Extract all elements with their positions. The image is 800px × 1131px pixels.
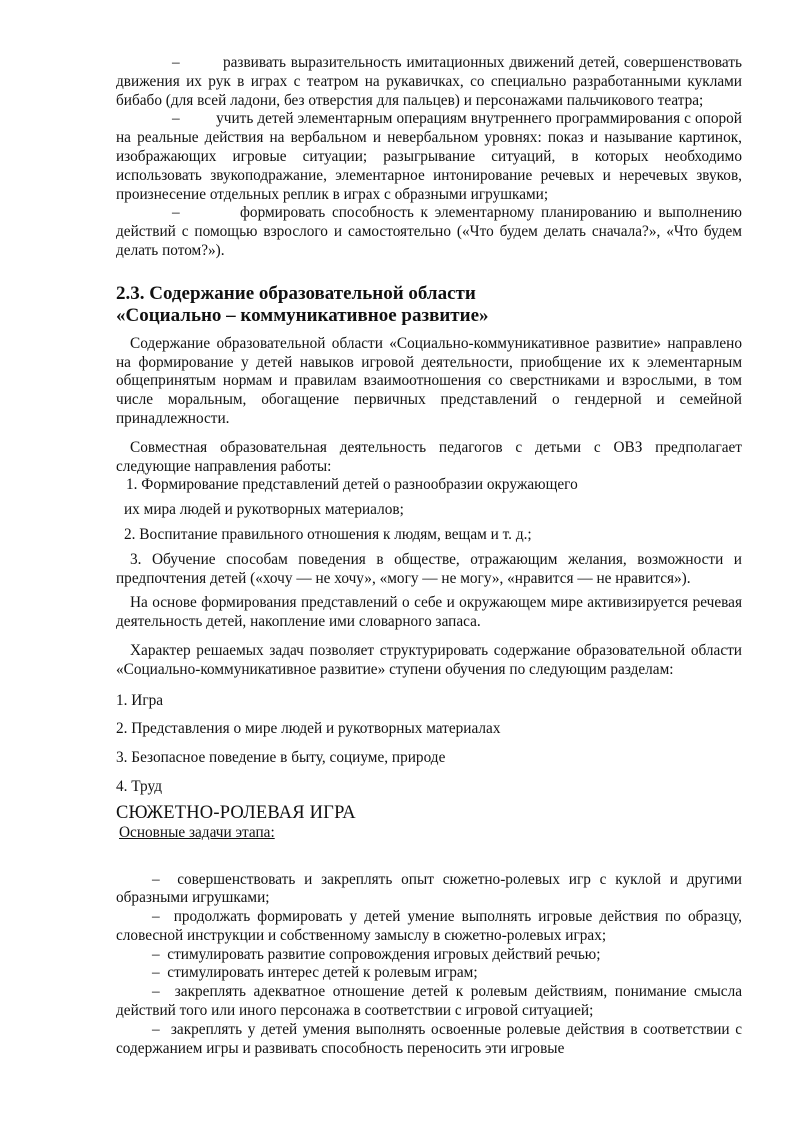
- section-paragraph: Характер решаемых задач позволяет структурировать содержание образовательной области «Социально-коммуникативное развитие» ступени обучения по следующим разделам:: [116, 641, 742, 678]
- section-list-item: 2. Представления о мире людей и рукотворных материалах: [116, 720, 501, 738]
- section-title-line2: «Социально – коммуникативное развитие»: [116, 304, 489, 326]
- roleplay-task: – стимулировать развитие сопровождения игровых действий речью;: [152, 945, 601, 963]
- roleplay-task: – стимулировать интерес детей к ролевым играм;: [152, 964, 478, 982]
- section-list-item: 4. Труд: [116, 777, 162, 795]
- section-list-item: 3. Безопасное поведение в быту, социуме, природе: [116, 749, 446, 767]
- roleplay-subheading: Основные задачи этапа:: [119, 823, 275, 841]
- section-title-line1: 2.3. Содержание образовательной области: [116, 282, 476, 304]
- direction-item: 2. Воспитание правильного отношения к людям, вещам и т. д.;: [124, 525, 532, 543]
- section-paragraph: Содержание образовательной области «Социально-коммуникативное развитие» направлено на формирование у детей навыков игровой деятельности, приобщение их к элементарным общепринятым нормам и правилам взаимоотношения со сверстниками и взрослыми, в том числе моральным, обогащение первичных представлений о гендерной и семейной принадлежности.: [116, 334, 742, 427]
- roleplay-task: – закреплять адекватное отношение детей к ролевым действиям, понимание смысла действий того или иного персонажа в соответствии с игровой ситуацией;: [116, 983, 742, 1020]
- intro-item: – формировать способность к элементарному планированию и выполнению действий с помощью взрослого и самостоятельно («Что будем делать сначала?», «Что будем делать потом?»).: [116, 204, 742, 259]
- section-paragraph: Совместная образовательная деятельность педагогов с детьми с ОВЗ предполагает следующие направления работы:: [116, 438, 742, 475]
- direction-item: 1. Формирование представлений детей о разнообразии окружающего: [126, 476, 578, 494]
- direction-item: 3. Обучение способам поведения в обществе, отражающим желания, возможности и предпочтения детей («хочу — не хочу», «могу — не могу», «нравится — не нравится»).: [116, 550, 742, 587]
- roleplay-task-list: [116, 871, 742, 1059]
- roleplay-task: – продолжать формировать у детей умение выполнять игровые действия по образцу, словесной инструкции и собственному замыслу в сюжетно-ролевых играх;: [116, 908, 742, 944]
- direction-item: их мира людей и рукотворных материалов;: [124, 501, 404, 519]
- section-title: [116, 283, 742, 327]
- roleplay-task: – совершенствовать и закреплять опыт сюжетно-ролевых игр с куклой и другими образными игрушками;: [116, 870, 742, 907]
- roleplay-task: – закреплять у детей умения выполнять освоенные ролевые действия в соответствии с содержанием игры и развивать способность переносить эти игровые: [116, 1020, 742, 1057]
- section-list-item: 1. Игра: [116, 691, 164, 709]
- document-page: [116, 54, 742, 1058]
- intro-item: – учить детей элементарным операциям внутреннего программирования с опорой на реальные действия на вербальном и невербальном уровнях: показ и называние картинок, изображающих игровые ситуации; разыгрывание ситуаций, в которых необходимо использовать звукоподражание, элементарное интонирование речевых и неречевых звуков, произнесение отдельных реплик в играх с образными игрушками;: [116, 110, 742, 203]
- roleplay-heading: СЮЖЕТНО-РОЛЕВАЯ ИГРА: [116, 802, 356, 823]
- intro-item: – развивать выразительность имитационных движений детей, совершенствовать движения их рук в играх с театром на рукавичках, со специально разработанными куклами бибабо (для всей ладони, без отверстия для пальцев) и персонажами пальчикового театра;: [116, 54, 742, 109]
- section-paragraph: На основе формирования представлений о себе и окружающем мире активизируется речевая деятельность детей, накопление ими словарного запаса.: [116, 594, 742, 631]
